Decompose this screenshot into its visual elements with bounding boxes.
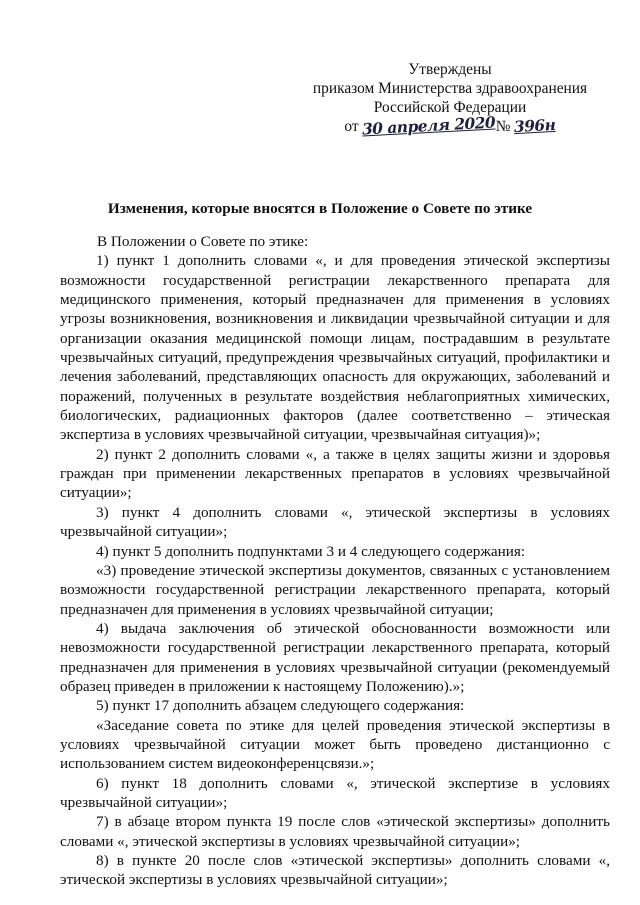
approval-date-row (300, 113, 600, 139)
paragraph: «3) проведение этической экспертизы документов, связанных с установлением возможности государственной регистрации лекарственного препарата, который предназначен для применения в условиях чрезвычайной ситуации; (60, 561, 610, 618)
paragraph: 4) выдача заключения об этической обоснованности возможности или невозможности государственной регистрации лекарственного препарата, который предназначен для применения в условиях чрезвычайной ситуации (рекомендуемый образец приведен в приложении к настоящему Положению).»; (60, 619, 610, 695)
approval-heading: Утверждены (408, 61, 492, 78)
intro-paragraph: В Положении о Совете по этике: (97, 233, 309, 250)
date-prefix: от (344, 118, 359, 135)
approval-block (300, 60, 600, 139)
paragraph: 3) пункт 4 дополнить словами «, этической экспертизы в условиях чрезвычайной ситуации»; (60, 503, 610, 541)
handwritten-date: 30 апреля 2020 (362, 113, 497, 139)
paragraph: 2) пункт 2 дополнить словами «, а также в целях защиты жизни и здоровья граждан при применении лекарственных препаратов в условиях чрезвычайной ситуации»; (60, 445, 610, 502)
handwritten-order-number: 396н (513, 115, 557, 137)
paragraph: 7) в абзаце втором пункта 19 после слов «этической экспертизы» дополнить словами «, этической экспертизы в условиях чрезвычайной ситуации»; (60, 813, 610, 850)
paragraph: 1) пункт 1 дополнить словами «, и для проведения этической экспертизы возможности государственной регистрации лекарственного препарата для медицинского применения, который предназначен для применения в условиях угрозы возникновения, возникновения и ликвидации чрезвычайной ситуации и для организации оказания медицинской помощи лицам, пострадавшим в результате чрезвычайных ситуаций, предупреждения чрезвычайных ситуаций, профилактики и лечения заболеваний, представляющих опасность для окружающих, заболеваний и поражений, полученных в результате воздействия неблагоприятных химических, биологических, радиационных факторов (далее соответственно – этическая экспертиза в условиях чрезвычайной ситуации, чрезвычайная ситуация)»; (60, 252, 610, 444)
paragraph: 8) в пункте 20 после слов «этической экспертизы» дополнить словами «, этической экспертизы в условиях чрезвычайной ситуации»; (60, 852, 610, 889)
document-title: Изменения, которые вносятся в Положение о Совете по этике (107, 200, 533, 217)
paragraph: 4) пункт 5 дополнить подпунктами 3 и 4 следующего содержания: (96, 542, 526, 560)
document-body (60, 232, 610, 890)
approval-country-line: Российской Федерации (373, 99, 527, 116)
approval-order-line: приказом Министерства здравоохранения (312, 80, 588, 97)
number-sign: № (495, 118, 511, 135)
paragraph: 5) пункт 17 дополнить абзацем следующего содержания: (96, 697, 465, 715)
paragraph: «Заседание совета по этике для целей проведения этической экспертизы в условиях чрезвычайной ситуации может быть проведено дистанционно с использованием систем видеоконференцсвязи.»; (60, 716, 610, 773)
paragraph: 6) пункт 18 дополнить словами «, этической экспертизе в условиях чрезвычайной ситуации»; (60, 774, 610, 811)
